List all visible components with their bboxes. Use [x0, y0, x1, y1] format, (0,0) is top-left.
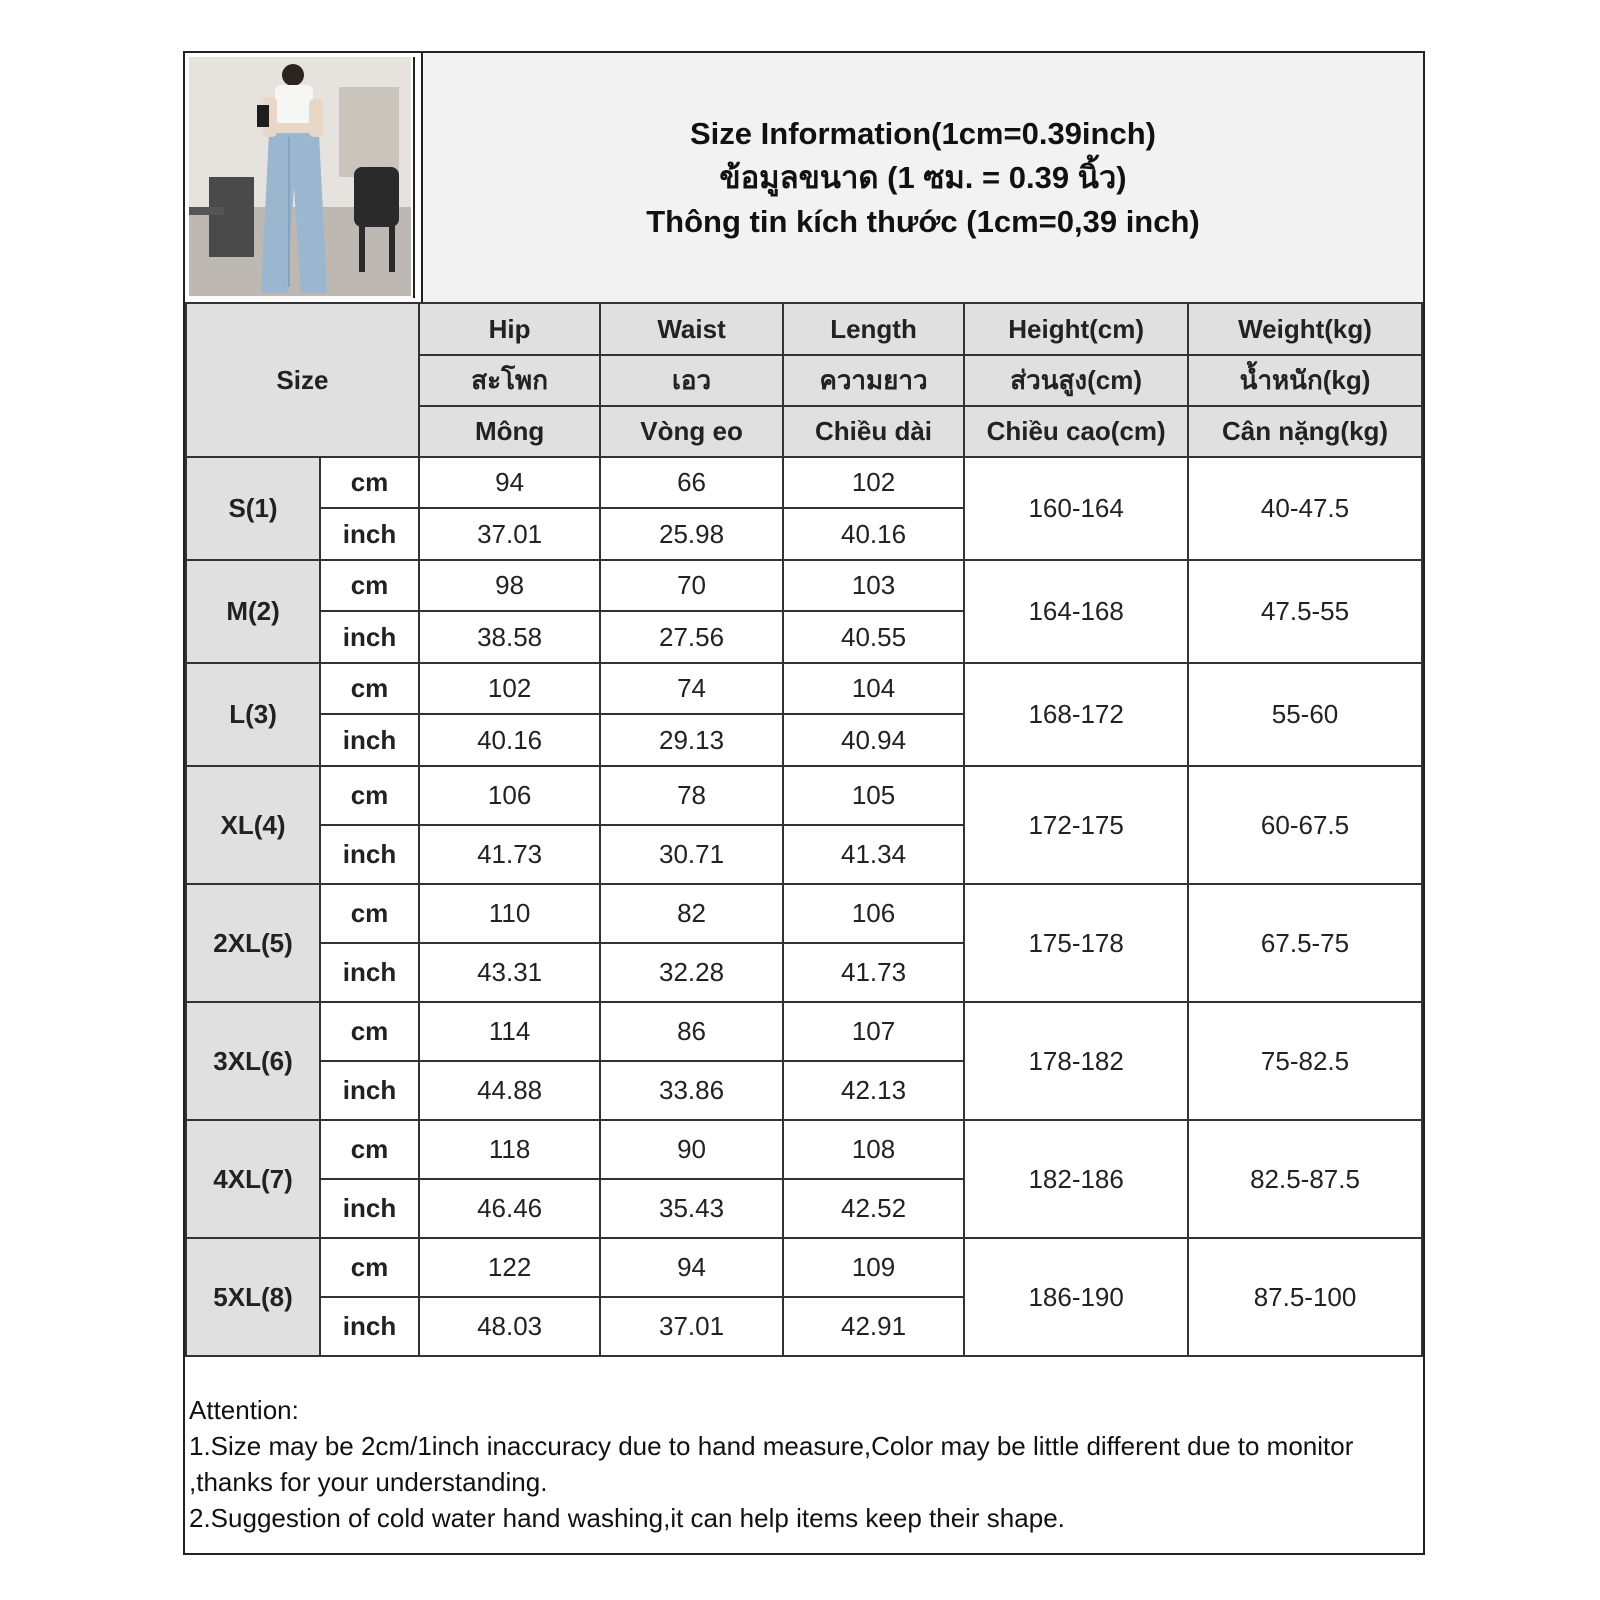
- hip-cm-value: 110: [419, 884, 600, 943]
- size-label: M(2): [186, 560, 320, 663]
- notes-heading: Attention:: [189, 1395, 299, 1425]
- col-header-length-th: ความยาว: [783, 355, 964, 406]
- hip-inch-value: 44.88: [419, 1061, 600, 1120]
- length-cm-value: 103: [783, 560, 964, 611]
- waist-cm-value: 70: [600, 560, 782, 611]
- length-cm-value: 107: [783, 1002, 964, 1061]
- waist-cm-value: 78: [600, 766, 782, 825]
- hip-inch-value: 46.46: [419, 1179, 600, 1238]
- size-label: 3XL(6): [186, 1002, 320, 1120]
- waist-inch-value: 30.71: [600, 825, 782, 884]
- height-range: 164-168: [964, 560, 1188, 663]
- waist-inch-value: 37.01: [600, 1297, 782, 1356]
- size-header: Size: [186, 303, 419, 457]
- hip-inch-value: 41.73: [419, 825, 600, 884]
- size-table: [185, 302, 1423, 1357]
- length-inch-value: 42.13: [783, 1061, 964, 1120]
- size-row-cm: [186, 457, 1422, 508]
- height-range: 178-182: [964, 1002, 1188, 1120]
- waist-inch-value: 25.98: [600, 508, 782, 560]
- notes-line-1: 1.Size may be 2cm/1inch inaccuracy due to hand measure,Color may be little different due to monitor: [189, 1431, 1354, 1461]
- weight-range: 60-67.5: [1188, 766, 1422, 884]
- size-label: L(3): [186, 663, 320, 766]
- size-row-cm: [186, 1120, 1422, 1179]
- weight-range: 55-60: [1188, 663, 1422, 766]
- chart-header-area: [185, 53, 1423, 302]
- title-block: [421, 53, 1423, 302]
- title-vietnamese: Thông tin kích thước (1cm=0,39 inch): [646, 203, 1200, 239]
- col-header-waist-en: Waist: [600, 303, 782, 355]
- waist-cm-value: 90: [600, 1120, 782, 1179]
- size-row-cm: [186, 560, 1422, 611]
- waist-inch-value: 35.43: [600, 1179, 782, 1238]
- hip-inch-value: 48.03: [419, 1297, 600, 1356]
- height-range: 172-175: [964, 766, 1188, 884]
- col-header-weight-th: น้ำหนัก(kg): [1188, 355, 1422, 406]
- waist-cm-value: 66: [600, 457, 782, 508]
- size-label: XL(4): [186, 766, 320, 884]
- unit-label-cm: cm: [320, 457, 419, 508]
- length-cm-value: 106: [783, 884, 964, 943]
- attention-notes: [189, 1392, 1417, 1536]
- col-header-weight-en: Weight(kg): [1188, 303, 1422, 355]
- size-label: 5XL(8): [186, 1238, 320, 1356]
- col-header-hip-en: Hip: [419, 303, 600, 355]
- size-row-cm: [186, 766, 1422, 825]
- size-label: S(1): [186, 457, 320, 560]
- waist-cm-value: 82: [600, 884, 782, 943]
- unit-label-inch: inch: [320, 943, 419, 1002]
- notes-line-3: 2.Suggestion of cold water hand washing,it can help items keep their shape.: [189, 1503, 1065, 1533]
- unit-label-inch: inch: [320, 1179, 419, 1238]
- hip-inch-value: 37.01: [419, 508, 600, 560]
- weight-range: 67.5-75: [1188, 884, 1422, 1002]
- length-inch-value: 40.16: [783, 508, 964, 560]
- hip-cm-value: 106: [419, 766, 600, 825]
- hip-inch-value: 40.16: [419, 714, 600, 766]
- waist-cm-value: 86: [600, 1002, 782, 1061]
- waist-inch-value: 32.28: [600, 943, 782, 1002]
- length-cm-value: 105: [783, 766, 964, 825]
- hip-cm-value: 122: [419, 1238, 600, 1297]
- title-english: Size Information(1cm=0.39inch): [690, 115, 1156, 151]
- weight-range: 40-47.5: [1188, 457, 1422, 560]
- unit-label-cm: cm: [320, 663, 419, 714]
- col-header-hip-vi: Mông: [419, 406, 600, 457]
- height-range: 175-178: [964, 884, 1188, 1002]
- weight-range: 87.5-100: [1188, 1238, 1422, 1356]
- col-header-height-en: Height(cm): [964, 303, 1188, 355]
- unit-label-cm: cm: [320, 560, 419, 611]
- length-cm-value: 102: [783, 457, 964, 508]
- waist-inch-value: 33.86: [600, 1061, 782, 1120]
- weight-range: 82.5-87.5: [1188, 1120, 1422, 1238]
- hip-cm-value: 114: [419, 1002, 600, 1061]
- size-row-cm: [186, 1002, 1422, 1061]
- length-inch-value: 42.91: [783, 1297, 964, 1356]
- weight-range: 47.5-55: [1188, 560, 1422, 663]
- unit-label-cm: cm: [320, 1002, 419, 1061]
- col-header-length-en: Length: [783, 303, 964, 355]
- col-header-height-th: ส่วนสูง(cm): [964, 355, 1188, 406]
- product-photo: [189, 57, 415, 298]
- unit-label-cm: cm: [320, 766, 419, 825]
- waist-cm-value: 74: [600, 663, 782, 714]
- height-range: 186-190: [964, 1238, 1188, 1356]
- length-cm-value: 108: [783, 1120, 964, 1179]
- col-header-waist-th: เอว: [600, 355, 782, 406]
- hip-cm-value: 94: [419, 457, 600, 508]
- length-cm-value: 104: [783, 663, 964, 714]
- notes-line-2: ,thanks for your understanding.: [189, 1467, 548, 1497]
- unit-label-inch: inch: [320, 611, 419, 663]
- title-thai: ข้อมูลขนาด (1 ซม. = 0.39 นิ้ว): [719, 159, 1127, 195]
- col-header-hip-th: สะโพก: [419, 355, 600, 406]
- unit-label-inch: inch: [320, 1297, 419, 1356]
- hip-inch-value: 43.31: [419, 943, 600, 1002]
- hip-inch-value: 38.58: [419, 611, 600, 663]
- col-header-waist-vi: Vòng eo: [600, 406, 782, 457]
- unit-label-inch: inch: [320, 508, 419, 560]
- hip-cm-value: 118: [419, 1120, 600, 1179]
- product-photo-illustration: [189, 57, 411, 296]
- size-row-cm: [186, 884, 1422, 943]
- length-inch-value: 40.55: [783, 611, 964, 663]
- unit-label-cm: cm: [320, 884, 419, 943]
- size-label: 4XL(7): [186, 1120, 320, 1238]
- hip-cm-value: 98: [419, 560, 600, 611]
- waist-cm-value: 94: [600, 1238, 782, 1297]
- unit-label-cm: cm: [320, 1120, 419, 1179]
- waist-inch-value: 29.13: [600, 714, 782, 766]
- height-range: 182-186: [964, 1120, 1188, 1238]
- hip-cm-value: 102: [419, 663, 600, 714]
- col-header-height-vi: Chiều cao(cm): [964, 406, 1188, 457]
- size-chart: [183, 51, 1425, 1555]
- unit-label-inch: inch: [320, 714, 419, 766]
- waist-inch-value: 27.56: [600, 611, 782, 663]
- length-inch-value: 41.34: [783, 825, 964, 884]
- col-header-weight-vi: Cân nặng(kg): [1188, 406, 1422, 457]
- height-range: 160-164: [964, 457, 1188, 560]
- height-range: 168-172: [964, 663, 1188, 766]
- length-inch-value: 41.73: [783, 943, 964, 1002]
- weight-range: 75-82.5: [1188, 1002, 1422, 1120]
- length-inch-value: 42.52: [783, 1179, 964, 1238]
- unit-label-cm: cm: [320, 1238, 419, 1297]
- unit-label-inch: inch: [320, 1061, 419, 1120]
- size-row-cm: [186, 663, 1422, 714]
- col-header-length-vi: Chiều dài: [783, 406, 964, 457]
- length-inch-value: 40.94: [783, 714, 964, 766]
- unit-label-inch: inch: [320, 825, 419, 884]
- length-cm-value: 109: [783, 1238, 964, 1297]
- size-label: 2XL(5): [186, 884, 320, 1002]
- size-row-cm: [186, 1238, 1422, 1297]
